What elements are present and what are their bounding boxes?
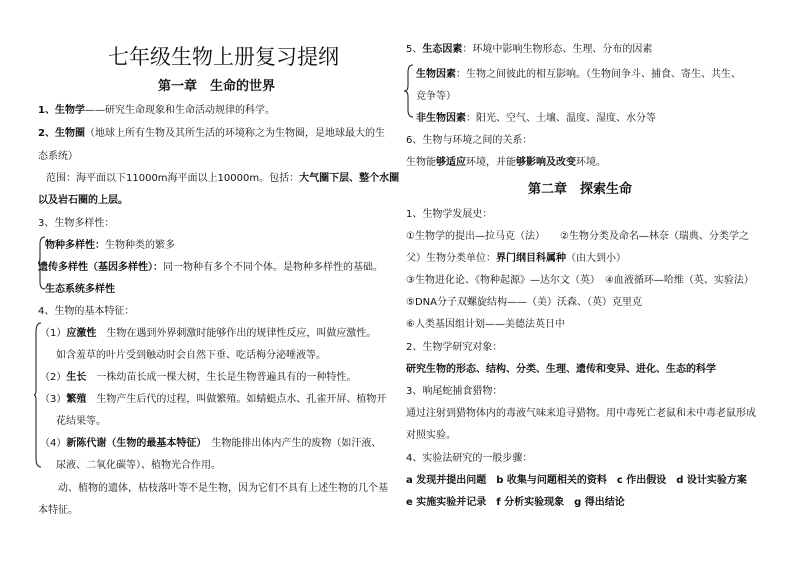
feature-3 (40, 394, 386, 406)
steps-row-1: a 发现并提出问题 b 收集与问题相关的资料 c 作出假设 d 设计实验方案 (406, 475, 747, 486)
section-6-text (406, 157, 606, 169)
section-5-text: ：环境中影响生物形态、生理、分布的因素 (462, 44, 653, 55)
species-diversity-text: 生物种类的繁多 (105, 240, 175, 251)
history-head: 1、生物学发展史： (406, 209, 493, 220)
section-5 (406, 44, 652, 56)
feature-3-label: 繁殖 (66, 394, 87, 405)
range-bold: 大气圈下层、整个水圈 (299, 173, 400, 184)
chapter-2-heading: 第二章 探索生命 (528, 182, 633, 197)
section-2 (38, 128, 385, 140)
feature-1 (40, 328, 376, 340)
chapter-1-heading: 第一章 生命的世界 (158, 79, 276, 94)
section-2-label: 2、生物圈 (38, 128, 85, 139)
feature-3-text: 生物产生后代的过程，叫做繁殖。如蜻蜓点水、孔雀开屏、植物开 (86, 394, 387, 405)
history-b (406, 253, 626, 265)
section-4-head: 4、生物的基本特征： (38, 306, 135, 317)
rattlesnake-cont: 对照实验。 (406, 430, 456, 441)
section-2-text: （地球上所有生物及其所生活的环境称之为生物圈，是地球最大的生 (84, 128, 385, 139)
feature-4-cont: 尿液、二氧化碳等）、植物光合作用。 (56, 460, 221, 471)
abiotic-factor-text: ：阳光、空气、土壤、温度、湿度、水分等 (466, 113, 656, 124)
species-diversity-label: 物种多样性： (45, 240, 105, 251)
feature-4-num: （4） (40, 438, 67, 449)
history-b-bold: 界门纲目科属种 (496, 253, 566, 264)
s6-u2: 够影响及改变 (516, 157, 576, 168)
feature-4-text: 生物能排出体内产生的废物（如汗液、 (201, 438, 382, 449)
biotic-factor-label: 生物因素 (416, 69, 456, 80)
feature-2-text: 一株幼苗长成一棵大树，生长是生物普遍具有的一种特性。 (86, 372, 357, 383)
abiotic-factor (416, 113, 656, 125)
history-e: ⑥人类基因组计划——美德法英日中 (406, 319, 565, 330)
s6-b: 环境，并能 (466, 157, 516, 168)
section-5-num: 5、 (406, 44, 423, 55)
section-5-label: 生态因素 (422, 44, 463, 55)
history-d: ⑤DNA分子双螺旋结构——（美）沃森、（英）克里克 (406, 297, 642, 308)
section-2-cont: 态系统） (38, 151, 78, 162)
biotic-factor (416, 69, 741, 81)
section-1-text: ——研究生命现象和生命活动规律的科学。 (84, 105, 275, 116)
feature-2-num: （2） (40, 372, 67, 383)
research-text: 研究生物的形态、结构、分类、生理、遗传和变异、进化、生态的科学 (406, 364, 716, 375)
abiotic-factor-label: 非生物因素 (416, 113, 466, 124)
section-2-range (46, 173, 399, 185)
feature-4 (40, 438, 381, 450)
steps-row-2: e 实施实验并记录 f 分析实验现象 g 得出结论 (406, 497, 625, 508)
section-2-range-cont: 以及岩石圈的上层。 (38, 195, 128, 206)
biotic-factor-text: ：生物之间彼此的相互影响。（生物间争斗、捕食、寄生、共生、 (456, 69, 741, 80)
genetic-diversity-label: 遗传多样性（基因多样性）： (38, 262, 163, 273)
feature-2-label: 生长 (66, 372, 87, 383)
research-head: 2、生物学研究对象： (406, 342, 503, 353)
s6-u1: 够适应 (436, 157, 466, 168)
genetic-diversity (38, 262, 383, 274)
feature-1-label: 应激性 (66, 328, 97, 339)
note-cont: 本特征。 (38, 505, 78, 516)
factors-brace (404, 64, 414, 118)
note: 动、植物的遗体，枯枝落叶等不是生物，因为它们不具有上述生物的几个基 (58, 483, 388, 494)
ecosystem-diversity: 生态系统多样性 (45, 284, 115, 295)
history-b-post: （由大到小） (566, 253, 626, 264)
rattlesnake-text: 通过注射到猎物体内的毒液气味来追寻猎物。用中毒死亡老鼠和未中毒老鼠形成 (406, 408, 756, 419)
s6-c: 环境。 (576, 157, 606, 168)
section-1-label: 1、生物学 (38, 105, 85, 116)
steps-head: 4、实验法研究的一般步骤： (406, 453, 533, 464)
section-1 (38, 105, 275, 117)
section-6-head: 6、生物与环境之间的关系： (406, 135, 533, 146)
history-b-pre: 父）生物分类单位： (406, 253, 496, 264)
biotic-factor-cont: 竞争等） (416, 91, 456, 102)
feature-4-label: 新陈代谢（生物的最基本特征） (66, 438, 202, 449)
feature-3-cont: 花结果等。 (56, 416, 106, 427)
section-3-head: 3、生物多样性： (38, 218, 115, 229)
species-diversity (45, 240, 175, 252)
history-c: ③生物进化论、《物种起源》—达尔文（英） ④血液循环—哈维（英、实验法） (406, 275, 754, 286)
feature-3-num: （3） (40, 394, 67, 405)
rattlesnake-head: 3、响尾蛇捕食猎物： (406, 386, 503, 397)
feature-1-text: 生物在遇到外界刺激时能够作出的规律性反应，叫做应激性。 (96, 328, 377, 339)
range-text: 范围：海平面以下11000m海平面以上10000m。包括： (46, 173, 300, 184)
s6-a: 生物能 (406, 157, 436, 168)
feature-1-num: （1） (40, 328, 67, 339)
page-title: 七年级生物上册复习提纲 (108, 45, 339, 69)
genetic-diversity-text: 同一物种有多个不同个体。是物种多样性的基础。 (163, 262, 383, 273)
feature-1-cont: 如含羞草的叶片受到触动时会自然下垂、吃话梅分泌唾液等。 (56, 350, 326, 361)
feature-2 (40, 372, 356, 384)
history-a: ①生物学的提出—拉马克（法） ②生物分类及命名—林奈（瑞典、分类学之 (406, 231, 749, 242)
